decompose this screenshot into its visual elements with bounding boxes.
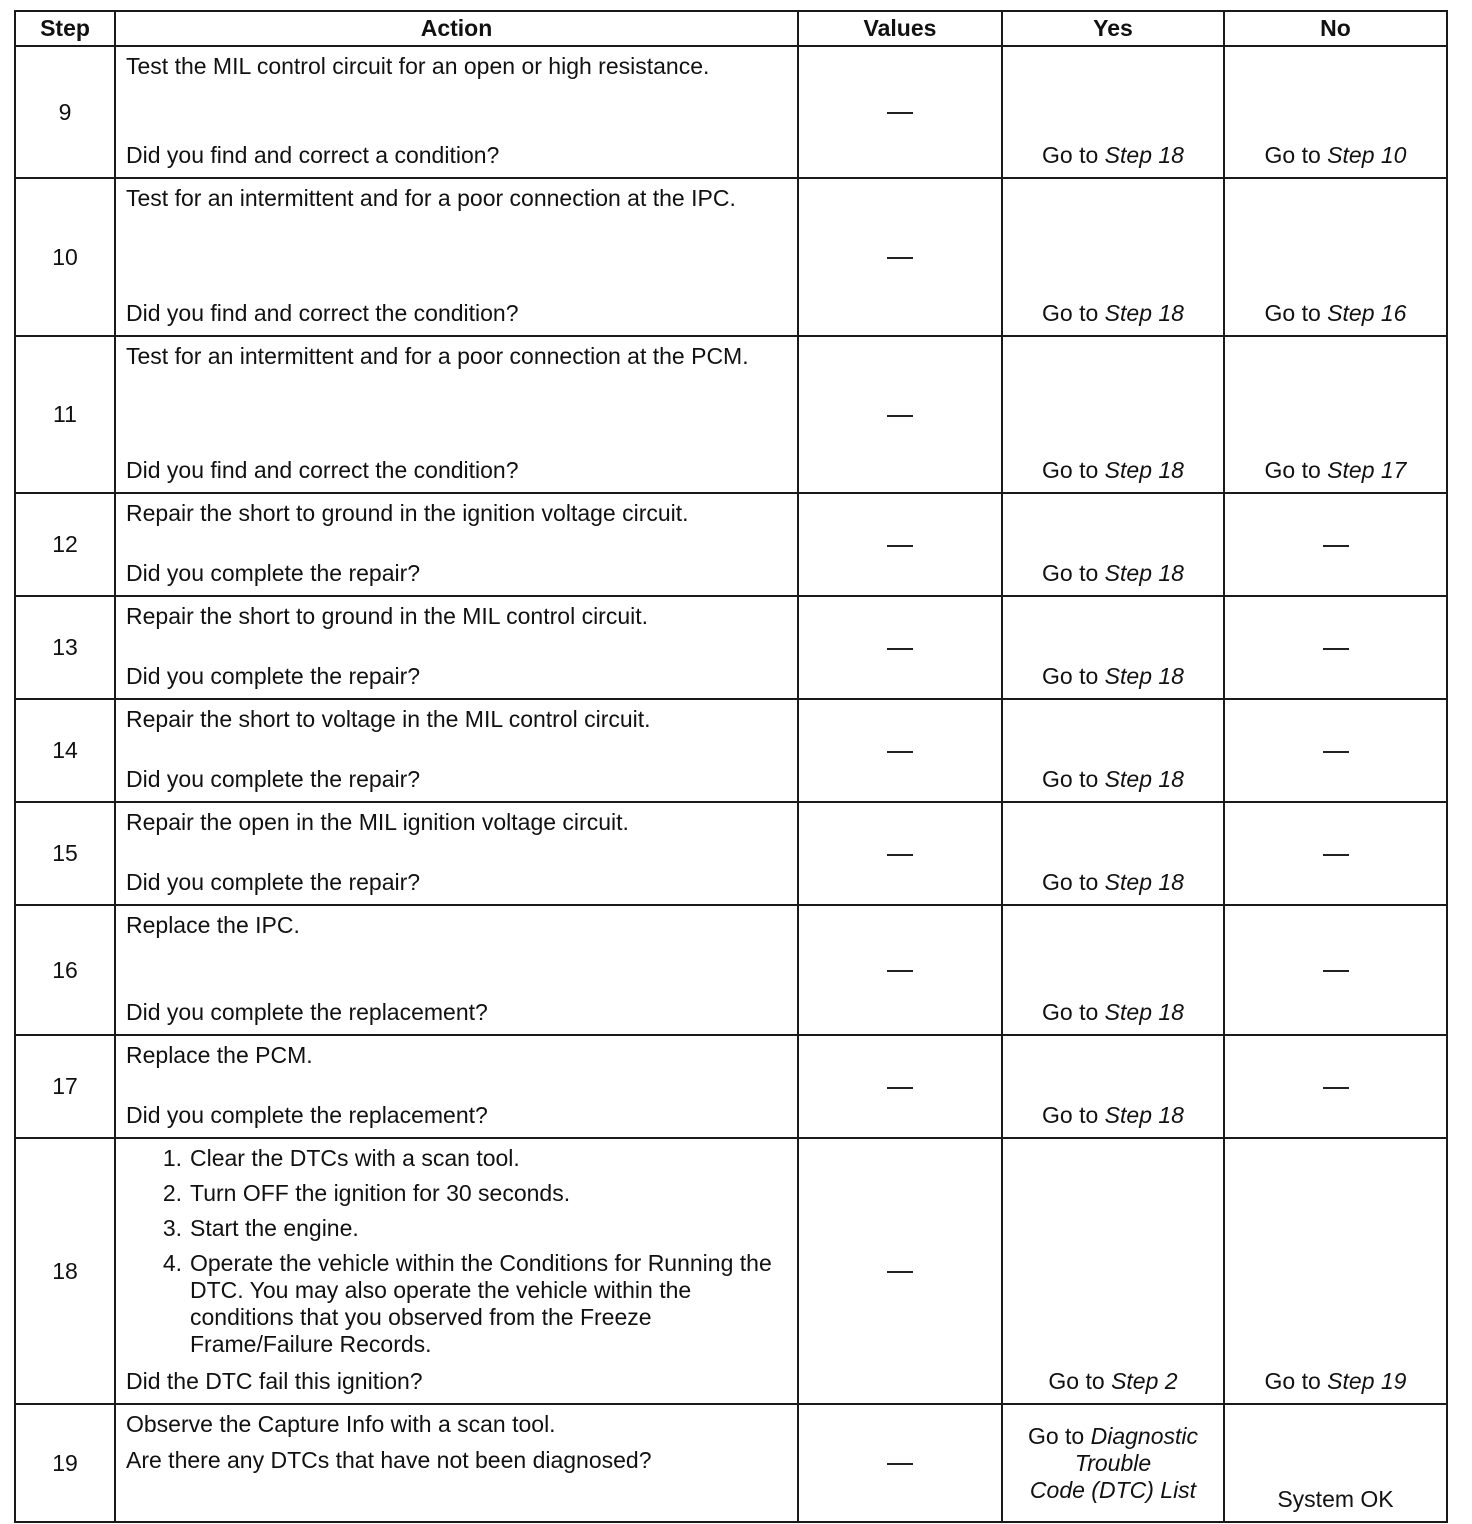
step-number: 13 <box>15 596 115 699</box>
step-number: 17 <box>15 1035 115 1138</box>
step-number: 18 <box>15 1138 115 1404</box>
yes-ref-line: Trouble <box>1074 1449 1152 1476</box>
yes-step-ref: Step 18 <box>1104 560 1184 586</box>
action-question: Did you find and correct the condition? <box>126 457 519 483</box>
goto-label: Go to <box>1042 999 1099 1025</box>
dash-mark <box>887 854 913 856</box>
values-cell <box>798 46 1002 178</box>
action-cell <box>115 493 798 596</box>
header-no: No <box>1224 11 1447 46</box>
step-number: 12 <box>15 493 115 596</box>
table-row <box>15 1138 1447 1404</box>
no-cell <box>1224 178 1447 336</box>
values-cell <box>798 1404 1002 1522</box>
action-question: Did you complete the repair? <box>126 869 421 895</box>
values-cell <box>798 336 1002 493</box>
yes-cell <box>1002 699 1224 802</box>
action-cell <box>115 46 798 178</box>
dash-mark <box>887 970 913 972</box>
dash-mark <box>887 1087 913 1089</box>
action-text: Test for an intermittent and for a poor connection at the IPC. <box>126 185 736 211</box>
action-question: Are there any DTCs that have not been diagnosed? <box>126 1447 652 1473</box>
table-row <box>15 493 1447 596</box>
yes-cell <box>1002 493 1224 596</box>
table-row <box>15 336 1447 493</box>
action-cell <box>115 1404 798 1522</box>
dash-mark <box>887 415 913 417</box>
diagnostic-table-page <box>14 10 1446 1523</box>
dash-mark <box>1323 751 1349 753</box>
action-text: Test the MIL control circuit for an open or high resistance. <box>126 53 710 79</box>
step-number: 14 <box>15 699 115 802</box>
no-result: System OK <box>1277 1486 1394 1512</box>
action-question: Did the DTC fail this ignition? <box>126 1368 423 1394</box>
action-text: Test for an intermittent and for a poor connection at the PCM. <box>126 343 749 369</box>
action-question: Did you complete the repair? <box>126 560 421 586</box>
dash-mark <box>1323 854 1349 856</box>
step-number: 10 <box>15 178 115 336</box>
action-question: Did you complete the replacement? <box>126 1102 488 1128</box>
action-question: Did you complete the replacement? <box>126 999 488 1025</box>
dash-mark <box>1323 648 1349 650</box>
dash-mark <box>1323 1087 1349 1089</box>
dash-mark <box>887 112 913 114</box>
action-text: Repair the short to ground in the MIL control circuit. <box>126 603 649 629</box>
dash-mark <box>1323 970 1349 972</box>
step-number: 9 <box>15 46 115 178</box>
no-cell <box>1224 596 1447 699</box>
no-step-ref: Step 17 <box>1327 457 1407 483</box>
no-step-ref: Step 16 <box>1327 300 1407 326</box>
action-cell <box>115 596 798 699</box>
goto-label: Go to <box>1027 1422 1085 1449</box>
table-row <box>15 699 1447 802</box>
table-row <box>15 1404 1447 1522</box>
action-text: Observe the Capture Info with a scan tool. <box>126 1411 556 1437</box>
yes-reference <box>1003 1423 1223 1504</box>
goto-label: Go to <box>1042 560 1099 586</box>
table-row <box>15 802 1447 905</box>
action-question: Did you find and correct the condition? <box>126 300 519 326</box>
action-question: Did you complete the repair? <box>126 766 421 792</box>
no-cell <box>1224 336 1447 493</box>
no-cell <box>1224 1035 1447 1138</box>
step-number: 19 <box>15 1404 115 1522</box>
action-text: Repair the open in the MIL ignition voltage circuit. <box>126 809 629 835</box>
table-header-row <box>15 11 1447 46</box>
list-item-number: 3. <box>162 1215 182 1241</box>
action-text: Replace the IPC. <box>126 912 300 938</box>
dash-mark <box>887 257 913 259</box>
action-cell <box>115 699 798 802</box>
goto-label: Go to <box>1042 1102 1099 1128</box>
goto-label: Go to <box>1264 300 1321 326</box>
no-cell <box>1224 1138 1447 1404</box>
table-row <box>15 905 1447 1035</box>
action-cell <box>115 336 798 493</box>
yes-step-ref: Step 18 <box>1104 766 1184 792</box>
table-row <box>15 46 1447 178</box>
list-item <box>126 1215 787 1242</box>
list-item-text: Start the engine. <box>190 1215 359 1241</box>
list-item <box>126 1145 787 1172</box>
yes-step-ref: Step 18 <box>1104 142 1184 168</box>
action-step-list <box>126 1145 787 1358</box>
action-question: Did you complete the repair? <box>126 663 421 689</box>
dash-mark <box>887 751 913 753</box>
header-yes: Yes <box>1002 11 1224 46</box>
yes-step-ref: Step 18 <box>1104 663 1184 689</box>
list-item-text: Clear the DTCs with a scan tool. <box>190 1145 520 1171</box>
goto-label: Go to <box>1042 142 1099 168</box>
yes-step-ref: Step 18 <box>1104 300 1184 326</box>
yes-cell <box>1002 178 1224 336</box>
goto-label: Go to <box>1042 869 1099 895</box>
yes-step-ref: Step 18 <box>1104 1102 1184 1128</box>
yes-cell <box>1002 1035 1224 1138</box>
action-text: Repair the short to voltage in the MIL control circuit. <box>126 706 651 732</box>
action-text: Repair the short to ground in the ignition voltage circuit. <box>126 500 689 526</box>
diagnostic-steps-table <box>14 10 1448 1523</box>
values-cell <box>798 1035 1002 1138</box>
goto-label: Go to <box>1042 663 1099 689</box>
values-cell <box>798 1138 1002 1404</box>
goto-label: Go to <box>1042 457 1099 483</box>
dash-mark <box>1323 545 1349 547</box>
no-cell <box>1224 802 1447 905</box>
values-cell <box>798 596 1002 699</box>
yes-cell <box>1002 802 1224 905</box>
table-row <box>15 596 1447 699</box>
values-cell <box>798 178 1002 336</box>
goto-label: Go to <box>1048 1368 1105 1394</box>
list-item-text: Operate the vehicle within the Conditions for Running the DTC. You may also operate the vehicle within the conditions that you observed from the Freeze Frame/Failure Records. <box>190 1250 772 1357</box>
list-item-number: 2. <box>162 1180 182 1206</box>
goto-label: Go to <box>1042 766 1099 792</box>
no-cell <box>1224 46 1447 178</box>
values-cell <box>798 905 1002 1035</box>
yes-step-ref: Step 18 <box>1104 457 1184 483</box>
no-cell <box>1224 699 1447 802</box>
list-item-number: 1. <box>162 1145 182 1171</box>
values-cell <box>798 699 1002 802</box>
yes-cell <box>1002 596 1224 699</box>
yes-cell <box>1002 1404 1224 1522</box>
table-row <box>15 1035 1447 1138</box>
dash-mark <box>887 648 913 650</box>
action-text: Replace the PCM. <box>126 1042 313 1068</box>
list-item <box>126 1250 787 1358</box>
yes-step-ref: Step 18 <box>1104 869 1184 895</box>
values-cell <box>798 802 1002 905</box>
yes-cell <box>1002 46 1224 178</box>
no-cell <box>1224 905 1447 1035</box>
dash-mark <box>887 1271 913 1273</box>
no-cell <box>1224 1404 1447 1522</box>
header-values: Values <box>798 11 1002 46</box>
yes-step-ref: Step 2 <box>1111 1368 1178 1394</box>
action-cell <box>115 1138 798 1404</box>
yes-ref-line: Code (DTC) List <box>1029 1476 1197 1503</box>
goto-label: Go to <box>1264 142 1321 168</box>
step-number: 16 <box>15 905 115 1035</box>
step-number: 11 <box>15 336 115 493</box>
list-item-text: Turn OFF the ignition for 30 seconds. <box>190 1180 571 1206</box>
yes-cell <box>1002 336 1224 493</box>
action-cell <box>115 802 798 905</box>
dash-mark <box>887 1463 913 1465</box>
no-step-ref: Step 10 <box>1327 142 1407 168</box>
no-cell <box>1224 493 1447 596</box>
yes-step-ref: Step 18 <box>1104 999 1184 1025</box>
action-cell <box>115 905 798 1035</box>
goto-label: Go to <box>1042 300 1099 326</box>
table-row <box>15 178 1447 336</box>
header-action: Action <box>115 11 798 46</box>
yes-cell <box>1002 1138 1224 1404</box>
values-cell <box>798 493 1002 596</box>
action-question: Did you find and correct a condition? <box>126 142 500 168</box>
dash-mark <box>887 545 913 547</box>
action-cell <box>115 1035 798 1138</box>
goto-label: Go to <box>1264 457 1321 483</box>
yes-ref-line: Diagnostic <box>1090 1422 1199 1449</box>
yes-cell <box>1002 905 1224 1035</box>
goto-label: Go to <box>1264 1368 1321 1394</box>
list-item-number: 4. <box>162 1250 182 1276</box>
header-step: Step <box>15 11 115 46</box>
action-cell <box>115 178 798 336</box>
no-step-ref: Step 19 <box>1327 1368 1407 1394</box>
list-item <box>126 1180 787 1207</box>
step-number: 15 <box>15 802 115 905</box>
